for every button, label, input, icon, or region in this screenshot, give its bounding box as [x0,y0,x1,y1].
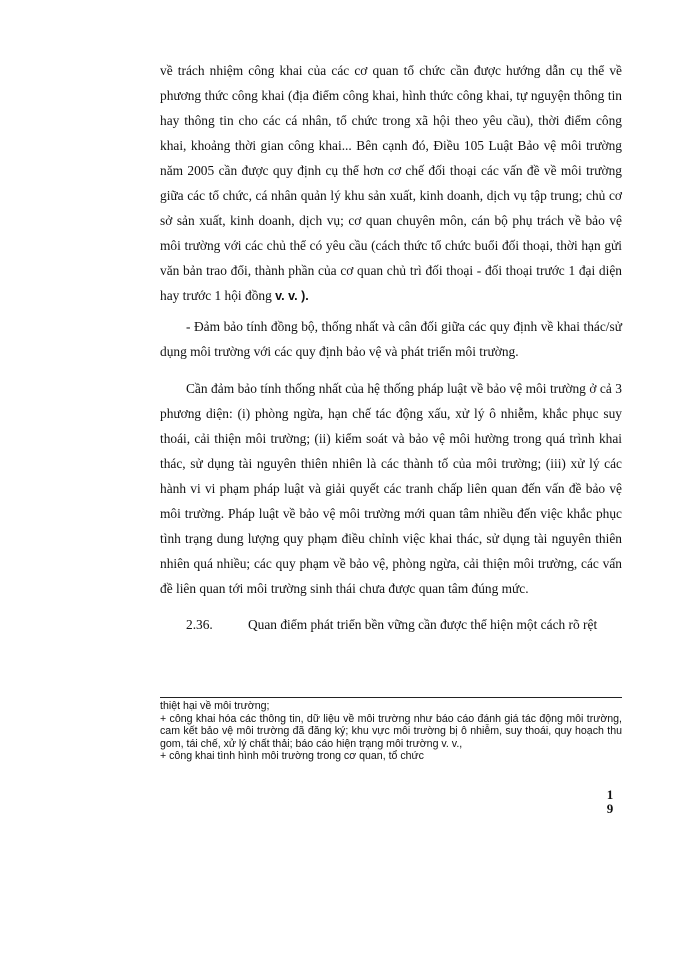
page-number [603,788,617,816]
paragraph-2: - Đảm bảo tính đồng bộ, thống nhất và cân đối giữa các quy định về khai thác/sử dụng môi trường với các quy định bảo vệ và phát triển môi trường. [160,319,622,359]
footnote-line: + công khai tình hình môi trường trong cơ quan, tổ chức [160,750,424,762]
paragraph-1 [160,58,622,309]
footnote-line: + công khai hóa các thông tin, dữ liệu về môi trường như báo cáo đánh giá tác động môi trường, cam kết bảo vệ môi trường đã đăng ký; khu vực môi trường bị ô nhiễm, suy thoái, quy hoạch thu gom, tái chế, xử lý chất thải; báo cáo hiện trạng môi trường v. v., [160,712,622,750]
body-text [160,58,622,637]
page-number-digit-2: 9 [606,801,614,816]
footnote-line: thiệt hại về môi trường; [160,700,270,712]
footnote-divider [160,697,622,698]
paragraph-1-text: về trách nhiệm công khai của các cơ quan tổ chức cần được hướng dẫn cụ thể về phương thức công khai (địa điểm công khai, hình thức công khai, tự nguyện thông tin hay thông tin cho các cá nhân, tổ chức trong xã hội theo yêu cầu), thời điểm công khai, khoảng thời gian công khai... Bên cạnh đó, Điều 105 Luật Bảo vệ môi trường năm 2005 cần được quy định cụ thể hơn cơ chế đối thoại các vấn đề về môi trường giữa các tổ chức, cá nhân quản lý khu sản xuất, kinh doanh, dịch vụ tập trung; chủ cơ sở sản xuất, kinh doanh, dịch vụ; cơ quan chuyên môn, cán bộ phụ trách về bảo vệ môi trường với các chủ thể có yêu cầu (cách thức tổ chức buổi đối thoại, thời hạn gửi văn bản trao đổi, thành phần của cơ quan chủ trì đối thoại - đối thoại trước 1 đại diện hay trước 1 hội đồng [160,63,622,303]
footnotes [160,700,622,763]
page-number-digit-1: 1 [606,787,614,802]
paragraph-3: Cần đảm bảo tính thống nhất của hệ thống pháp luật về bảo vệ môi trường ở cả 3 phương diện: (i) phòng ngừa, hạn chế tác động xấu, xử lý ô nhiễm, khắc phục suy thoái, cải thiện môi trường; (ii) kiểm soát và bảo vệ môi hường trong quá trình khai thác, sử dụng tài nguyên thiên nhiên là các thành tố của môi trường; (iii) xử lý các hành vi vi phạm pháp luật và giải quyết các tranh chấp liên quan đến vấn đề bảo vệ môi trường. Pháp luật về bảo vệ môi trường mới quan tâm nhiều đến việc khắc phục tình trạng dung lượng quy phạm điều chỉnh việc khai thác, sử dụng tài nguyên thiên nhiên quá nhiều; các quy phạm về bảo vệ, phòng ngừa, cải thiện môi trường, các vấn đề liên quan tới môi trường sinh thái chưa được quan tâm đúng mức. [160,381,622,596]
section-heading [160,612,622,637]
section-heading-text: Quan điểm phát triển bền vững cần được thể hiện một cách rõ rệt [248,617,598,632]
paragraph-1-bold-tail: v. v. ). [275,289,309,303]
section-number: 2.36. [186,617,213,632]
